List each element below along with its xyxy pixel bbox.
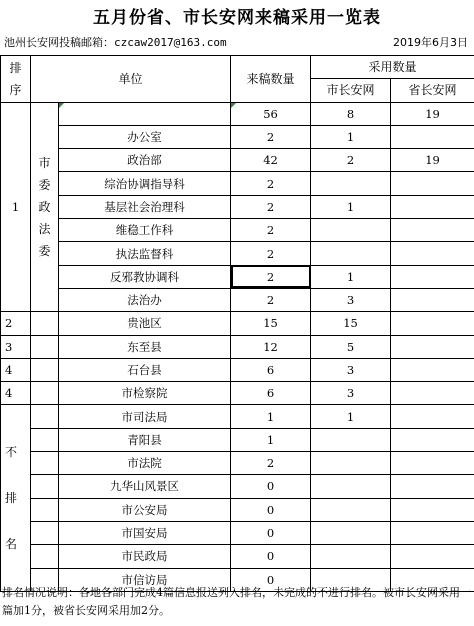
province-value xyxy=(391,288,474,311)
table-row xyxy=(1,195,474,218)
group1-total-province: 19 xyxy=(391,102,474,125)
province-value xyxy=(391,195,474,218)
spacer-cell xyxy=(31,428,59,451)
city-value xyxy=(311,475,391,498)
submissions-value: 2 xyxy=(231,452,311,475)
table-row xyxy=(1,452,474,475)
province-value xyxy=(391,382,474,405)
adoption-table xyxy=(0,55,474,592)
city-value: 3 xyxy=(311,358,391,381)
city-value: 15 xyxy=(311,312,391,335)
submissions-value: 2 xyxy=(231,219,311,242)
unranked-label: 不排名 xyxy=(1,405,31,591)
table-row xyxy=(1,149,474,172)
unit-name: 政治部 xyxy=(59,149,231,172)
province-value xyxy=(391,405,474,428)
province-value xyxy=(391,219,474,242)
email-address: czcaw2017@163.com xyxy=(114,36,227,49)
city-value xyxy=(311,452,391,475)
table-row xyxy=(1,172,474,195)
city-value: 1 xyxy=(311,405,391,428)
submissions-value: 0 xyxy=(231,498,311,521)
submissions-value: 6 xyxy=(231,382,311,405)
unit-name: 反邪教协调科 xyxy=(59,265,231,288)
table-row xyxy=(1,312,474,335)
province-value xyxy=(391,452,474,475)
spacer-cell xyxy=(31,452,59,475)
unit-name: 市检察院 xyxy=(59,382,231,405)
page-title: 五月份省、市长安网来稿采用一览表 xyxy=(93,8,381,28)
submissions-value: 2 xyxy=(231,242,311,265)
province-value xyxy=(391,265,474,288)
spacer-cell xyxy=(31,358,59,381)
city-value xyxy=(311,242,391,265)
spacer-cell xyxy=(31,498,59,521)
submissions-value: 0 xyxy=(231,568,311,591)
rank-value: 4 xyxy=(1,358,31,381)
province-value xyxy=(391,498,474,521)
table-row xyxy=(1,545,474,568)
city-value: 2 xyxy=(311,149,391,172)
header-submissions: 来稿数量 xyxy=(231,56,311,103)
province-value xyxy=(391,335,474,358)
unit-name: 市信访局 xyxy=(59,568,231,591)
group1-total-submissions: 56 xyxy=(231,102,311,125)
submissions-value: 1 xyxy=(231,428,311,451)
header-adoption: 采用数量 xyxy=(311,56,474,79)
table-row xyxy=(1,265,474,288)
header-unit: 单位 xyxy=(31,56,231,103)
rank-value: 4 xyxy=(1,382,31,405)
province-value xyxy=(391,545,474,568)
province-value xyxy=(391,312,474,335)
submissions-value: 2 xyxy=(231,172,311,195)
province-value xyxy=(391,428,474,451)
rank-value: 3 xyxy=(1,335,31,358)
unit-name: 维稳工作科 xyxy=(59,219,231,242)
city-value xyxy=(311,521,391,544)
unit-name: 市民政局 xyxy=(59,545,231,568)
city-value: 1 xyxy=(311,125,391,148)
group1-total-city: 8 xyxy=(311,102,391,125)
province-value xyxy=(391,242,474,265)
city-value: 1 xyxy=(311,195,391,218)
city-value: 1 xyxy=(311,265,391,288)
submission-email xyxy=(4,36,227,50)
province-value xyxy=(391,358,474,381)
city-value xyxy=(311,545,391,568)
submissions-value: 6 xyxy=(231,358,311,381)
submissions-value: 0 xyxy=(231,521,311,544)
spacer-cell xyxy=(31,335,59,358)
table-row xyxy=(1,475,474,498)
city-value xyxy=(311,172,391,195)
city-value: 5 xyxy=(311,335,391,358)
city-value xyxy=(311,498,391,521)
province-value xyxy=(391,475,474,498)
submissions-value: 2 xyxy=(231,125,311,148)
table-row xyxy=(1,219,474,242)
ranking-note: 排名情况说明：各地各部门完成4篇信息报送列入排名，未完成的不进行排名。被市长安网采用一篇加1分，被省长安网采用加2分。 xyxy=(2,586,471,617)
group1-rank: 1 xyxy=(1,102,31,312)
spacer-cell xyxy=(31,475,59,498)
group1-total-unit xyxy=(59,102,231,125)
table-row xyxy=(1,358,474,381)
spacer-cell xyxy=(31,405,59,428)
city-value: 3 xyxy=(311,382,391,405)
city-value: 3 xyxy=(311,288,391,311)
unit-name: 青阳县 xyxy=(59,428,231,451)
unit-name: 执法监督科 xyxy=(59,242,231,265)
city-value xyxy=(311,428,391,451)
table-row xyxy=(1,335,474,358)
submissions-value: 0 xyxy=(231,475,311,498)
submissions-value: 12 xyxy=(231,335,311,358)
unit-name: 办公室 xyxy=(59,125,231,148)
spacer-cell xyxy=(31,545,59,568)
email-label: 池州长安网投稿邮箱： xyxy=(4,36,114,49)
table-row xyxy=(1,498,474,521)
group1-label: 市委政法委 xyxy=(31,102,59,312)
spacer-cell xyxy=(31,312,59,335)
table-row xyxy=(1,405,474,428)
city-value xyxy=(311,219,391,242)
selected-cell[interactable]: 2 xyxy=(231,265,311,288)
submissions-value: 42 xyxy=(231,149,311,172)
unit-name: 市司法局 xyxy=(59,405,231,428)
unit-name: 石台县 xyxy=(59,358,231,381)
unit-name: 东至县 xyxy=(59,335,231,358)
unit-name: 法治办 xyxy=(59,288,231,311)
unit-name: 市国安局 xyxy=(59,521,231,544)
submissions-value: 1 xyxy=(231,405,311,428)
spacer-cell xyxy=(31,521,59,544)
spacer-cell xyxy=(31,382,59,405)
unit-name: 九华山风景区 xyxy=(59,475,231,498)
submissions-value: 2 xyxy=(231,288,311,311)
table-row xyxy=(1,125,474,148)
header-city-site: 市长安网 xyxy=(311,79,391,102)
province-value xyxy=(391,125,474,148)
province-value xyxy=(391,521,474,544)
unit-name: 贵池区 xyxy=(59,312,231,335)
unit-name: 基层社会治理科 xyxy=(59,195,231,218)
province-value: 19 xyxy=(391,149,474,172)
unit-name: 市法院 xyxy=(59,452,231,475)
header-province-site: 省长安网 xyxy=(391,79,474,102)
table-row xyxy=(1,382,474,405)
table-row xyxy=(1,428,474,451)
rank-value: 2 xyxy=(1,312,31,335)
report-date: 2019年6月3日 xyxy=(393,36,468,49)
province-value xyxy=(391,172,474,195)
unit-name: 综治协调指导科 xyxy=(59,172,231,195)
submissions-value: 0 xyxy=(231,545,311,568)
submissions-value: 15 xyxy=(231,312,311,335)
unit-name: 市公安局 xyxy=(59,498,231,521)
table-row xyxy=(1,288,474,311)
header-rank: 排序 xyxy=(1,56,31,103)
table-row xyxy=(1,521,474,544)
submissions-value: 2 xyxy=(231,195,311,218)
table-row xyxy=(1,242,474,265)
